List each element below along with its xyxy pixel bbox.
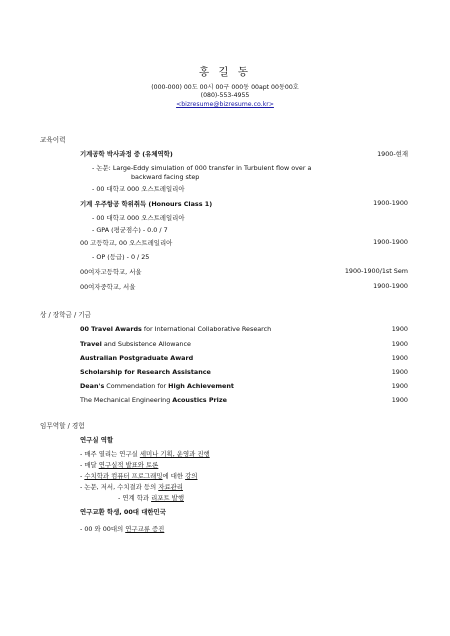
exchange-line: - 00 와 00대의 연구교류 증진	[80, 525, 165, 533]
phone: (080)-553-4955	[200, 92, 250, 99]
edu-thesis: - 논문: Large-Eddy simulation of 000 transfer in Turbulent flow over a	[92, 164, 312, 172]
award-date: 1900	[391, 354, 408, 362]
person-name: 홍 길 동	[198, 66, 252, 78]
edu-thesis-cont: backward facing step	[131, 173, 200, 181]
award-item: Dean's Commendation for High Achievement	[80, 382, 234, 390]
edu-girls-middle: 00여자중학교, 서울	[80, 283, 136, 291]
address: (000-000) 00도 00시 00구 000동 00apt 00동00호	[151, 84, 299, 91]
edu-phd-school: - 00 대학교 000 오스트레일리아	[92, 185, 185, 193]
section-title-awards: 상 / 장학금 / 기금	[40, 311, 92, 319]
duty-line: - 연계 학과 리포트 발행	[118, 494, 184, 502]
role-exchange: 연구교환 학생, 00대 대한민국	[80, 508, 166, 516]
award-item: The Mechanical Engineering Acoustics Prize	[80, 396, 227, 404]
award-date: 1900	[391, 396, 408, 404]
award-item: Australian Postgraduate Award	[80, 354, 194, 362]
role-lab: 연구실 역할	[80, 436, 114, 444]
award-item: 00 Travel Awards for International Collaborative Research	[80, 325, 272, 333]
email-line	[0, 101, 450, 108]
edu-op: - OP (등급) - 0 / 25	[92, 253, 150, 261]
edu-highschool-date: 1900-1900	[373, 238, 408, 246]
edu-bachelor: 기계 우주항공 학위취득 (Honours Class 1)	[80, 200, 213, 208]
duty-line: - 수치학과 컴퓨터 프로그래밍에 대한 강의	[80, 472, 198, 480]
email-link[interactable]: <bizresume@bizresume.co.kr>	[176, 101, 274, 108]
edu-bachelor-school: - 00 대학교 000 오스트레일리아	[92, 214, 185, 222]
duty-line: - 매주 열리는 연구실 세미나 기획, 운영과 진행	[80, 450, 210, 458]
edu-gpa: - GPA (평균점수) - 0.0 / 7	[92, 226, 168, 234]
section-title-duties: 임무역할 / 경험	[40, 422, 85, 430]
award-date: 1900	[391, 340, 408, 348]
award-date: 1900	[391, 382, 408, 390]
award-item: Travel and Subsistence Allowance	[80, 340, 191, 348]
edu-highschool: 00 고등학교, 00 오스트레일리아	[80, 239, 173, 247]
award-date: 1900	[391, 325, 408, 333]
duty-line: - 논문, 저서, 수치결과 등의 자료관리	[80, 483, 183, 491]
award-date: 1900	[391, 368, 408, 376]
edu-phd: 기계공학 박사과정 중 (유체역학)	[80, 150, 173, 158]
edu-girls-high-date: 1900-1900/1st Sem	[344, 267, 408, 275]
section-title-education: 교육이력	[40, 136, 66, 144]
edu-girls-middle-date: 1900-1900	[373, 282, 408, 290]
edu-girls-high: 00여자고등학교, 서울	[80, 268, 142, 276]
duty-line: - 매달 연구실적 발표와 토론	[80, 461, 159, 469]
award-item: Scholarship for Research Assistance	[80, 368, 211, 376]
edu-bachelor-date: 1900-1900	[373, 199, 408, 207]
edu-phd-date: 1900-현재	[377, 150, 408, 158]
